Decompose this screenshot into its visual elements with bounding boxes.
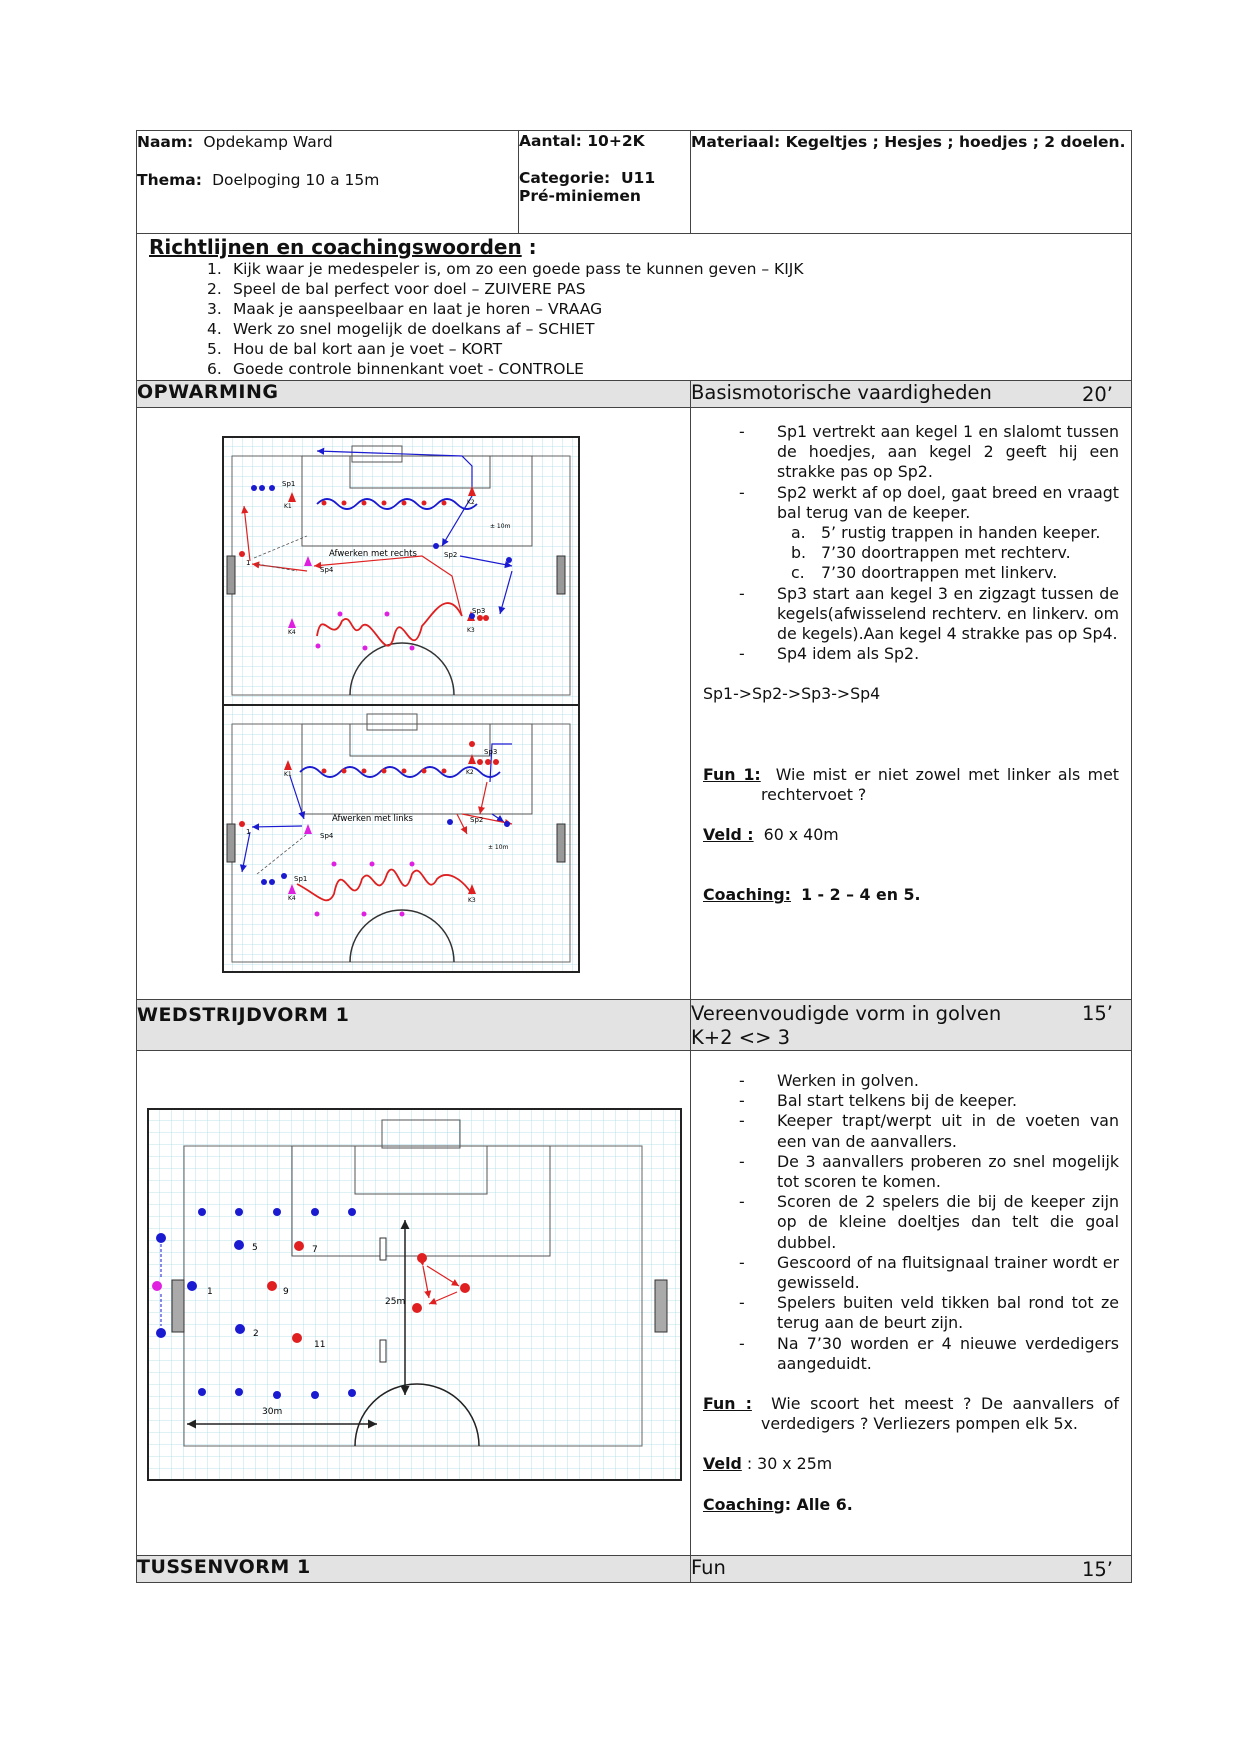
- opwarming-sub-item: a. 5’ rustig trappen in handen keeper.: [791, 523, 1101, 543]
- wedstrijdvorm-subtitle: Vereenvoudigde vorm in golven: [691, 1002, 1002, 1025]
- opwarming-bullet: - Sp4 idem als Sp2.: [739, 644, 920, 664]
- guideline-number: 6.: [207, 360, 222, 378]
- guideline-item: [207, 339, 1119, 359]
- wedstrijdvorm-bullet: - De 3 aanvallers proberen zo snel mogelijk tot scoren te komen.: [739, 1151, 1119, 1192]
- opwarming-bullet: - Sp2 werkt af op doel, gaat breed en vraagt bal terug van de keeper. a. 5’ rustig trappen in handen keeper. b. 7’30 doortrappen met rechterv. c. 7’30 doortrappen met linkerv.: [739, 482, 1119, 583]
- session-sheet: [136, 130, 1132, 1583]
- svg-text:1: 1: [246, 828, 251, 836]
- guideline-text: Hou de bal kort aan je voet – KORT: [233, 340, 503, 358]
- svg-text:Sp2: Sp2: [470, 816, 484, 824]
- wedstrijdvorm-coaching: Coaching: Alle 6.: [703, 1494, 853, 1514]
- thema-label: Thema:: [137, 171, 202, 189]
- opwarming-veld: Veld : 60 x 40m: [703, 825, 839, 845]
- guideline-item: [207, 279, 1119, 299]
- opwarming-bullet: - Sp3 start aan kegel 3 en zigzagt tussen de kegels(afwisselend rechterv. en linkerv. om de kegels).Aan kegel 4 strakke pas op Sp4.: [739, 583, 1119, 644]
- svg-text:Sp3: Sp3: [472, 607, 486, 615]
- svg-text:9: 9: [283, 1287, 289, 1297]
- guideline-item: [207, 319, 1119, 339]
- opwarming-sub-item: c. 7’30 doortrappen met linkerv.: [791, 563, 1058, 583]
- svg-text:5: 5: [252, 1243, 258, 1253]
- wedstrijdvorm-bullet: - Bal start telkens bij de keeper.: [739, 1091, 1018, 1111]
- opwarming-coaching: Coaching: 1 - 2 – 4 en 5.: [703, 885, 921, 905]
- tussenvorm-subtitle: Fun: [691, 1556, 726, 1579]
- wedstrijdvorm-text-cell: [691, 1051, 1132, 1556]
- tussenvorm-title: TUSSENVORM 1: [137, 1556, 691, 1583]
- wedstrijdvorm-veld: Veld : 30 x 25m: [703, 1454, 833, 1474]
- guideline-item: [207, 359, 1119, 379]
- opwarming-text-cell: [691, 408, 1132, 1000]
- svg-text:K4: K4: [288, 895, 296, 902]
- name-theme-cell: [137, 131, 519, 234]
- guideline-item: [207, 299, 1119, 319]
- guidelines-ol: [149, 259, 1119, 379]
- naam-label: Naam:: [137, 133, 194, 151]
- guideline-text: Maak je aanspeelbaar en laat je horen – VRAAG: [233, 300, 603, 318]
- categorie-label: Categorie:: [519, 169, 611, 187]
- svg-text:K3: K3: [468, 897, 476, 904]
- wedstrijdvorm-bullets: [703, 1071, 1119, 1374]
- opwarming-sub-item: b. 7’30 doortrappen met rechterv.: [791, 543, 1071, 563]
- guideline-text: Goede controle binnenkant voet - CONTROLE: [233, 360, 584, 378]
- aantal: Aantal: 10+2K: [519, 132, 645, 150]
- svg-text:K3: K3: [467, 627, 475, 634]
- wedstrijdvorm-fun: Fun : Wie scoort het meest ? De aanvallers of verdedigers ? Verliezers pompen elk 5x.: [703, 1394, 1119, 1434]
- opwarming-sequence: Sp1->Sp2->Sp3->Sp4: [703, 684, 881, 704]
- materiaal: Materiaal: Kegeltjes ; Hesjes ; hoedjes ; 2 doelen.: [691, 133, 1126, 151]
- guidelines-list: [149, 259, 1119, 379]
- svg-text:Sp1: Sp1: [282, 480, 296, 488]
- opwarming-header: [691, 381, 1132, 408]
- svg-text:Sp3: Sp3: [484, 748, 498, 756]
- guideline-text: Werk zo snel mogelijk de doelkans af – SCHIET: [233, 320, 595, 338]
- svg-text:K1: K1: [284, 503, 292, 510]
- wedstrijdvorm-subtitle2: K+2 <> 3: [691, 1026, 791, 1049]
- svg-text:Sp2: Sp2: [444, 551, 458, 559]
- field-bottom: [223, 705, 579, 972]
- thema-value: Doelpoging 10 a 15m: [212, 171, 380, 189]
- opwarming-title: OPWARMING: [137, 381, 691, 408]
- diagram2-label: Afwerken met links: [332, 814, 413, 824]
- diagram-width-label: 30m: [262, 1407, 283, 1417]
- svg-text:K2: K2: [467, 499, 475, 506]
- svg-text:1: 1: [207, 1287, 213, 1297]
- guideline-number: 3.: [207, 300, 222, 318]
- guideline-number: 4.: [207, 320, 222, 338]
- opwarming-time: 20’: [1081, 383, 1113, 406]
- diagram1-distance: ± 10m: [490, 523, 511, 530]
- match-drill-diagram: [147, 1108, 682, 1481]
- svg-text:7: 7: [312, 1245, 318, 1255]
- tussenvorm-time: 15’: [1081, 1558, 1113, 1581]
- guideline-text: Kijk waar je medespeler is, om zo een goede pass te kunnen geven – KIJK: [233, 260, 804, 278]
- svg-text:1: 1: [246, 559, 251, 567]
- wedstrijdvorm-diagram-cell: [137, 1051, 691, 1556]
- field-top: [223, 437, 579, 705]
- wedstrijdvorm-bullet: - Scoren de 2 spelers die bij de keeper zijn op de kleine doeltjes dan telt die goal dubbel.: [739, 1192, 1119, 1252]
- wedstrijdvorm-bullet: - Na 7’30 worden er 4 nieuwe verdedigers aangeduidt.: [739, 1333, 1119, 1373]
- opwarming-fun: Fun 1: Wie mist er niet zowel met linker als met rechtervoet ?: [703, 764, 1119, 804]
- svg-text:11: 11: [314, 1340, 326, 1350]
- wedstrijdvorm-bullet: - Gescoord of na fluitsignaal trainer wordt er gewisseld.: [739, 1252, 1119, 1293]
- wedstrijdvorm-header: [691, 1000, 1132, 1051]
- svg-text:2: 2: [253, 1329, 259, 1339]
- diagram1-label: Afwerken met rechts: [329, 549, 417, 559]
- material-cell: [691, 131, 1132, 234]
- wedstrijdvorm-bullet: - Werken in golven.: [739, 1071, 919, 1090]
- naam-value: Opdekamp Ward: [203, 133, 333, 151]
- svg-text:K2: K2: [466, 769, 474, 776]
- count-category-cell: [519, 131, 691, 234]
- svg-text:Sp4: Sp4: [320, 566, 334, 574]
- opwarming-subtitle: Basismotorische vaardigheden: [691, 381, 992, 404]
- warmup-drill-diagram: [222, 436, 580, 973]
- wedstrijdvorm-time: 15’: [1081, 1002, 1113, 1025]
- guideline-number: 5.: [207, 340, 222, 358]
- categorie-value: U11: [620, 169, 656, 187]
- wedstrijdvorm-title: WEDSTRIJDVORM 1: [137, 1000, 691, 1051]
- guidelines-title: Richtlijnen en coachingswoorden: [149, 235, 522, 259]
- opwarming-bullet: - Sp1 vertrekt aan kegel 1 en slalomt tussen de hoedjes, aan kegel 2 geeft hij een strakke pas op Sp2.: [739, 422, 1119, 482]
- svg-text:Sp4: Sp4: [320, 832, 334, 840]
- guideline-number: 1.: [207, 260, 222, 278]
- svg-text:K4: K4: [288, 629, 296, 636]
- wedstrijdvorm-bullet: - Spelers buiten veld tikken bal rond tot ze terug aan de beurt zijn.: [739, 1293, 1119, 1333]
- guideline-item: [207, 259, 1119, 279]
- opwarming-bullets: [703, 422, 1119, 664]
- opwarming-sub-list: [777, 523, 1119, 584]
- svg-text:K1: K1: [284, 771, 292, 778]
- guideline-number: 2.: [207, 280, 222, 298]
- guidelines-cell: Richtlijnen en coachingswoorden : 1. Kijk waar je medespeler is, om zo een goede pass te kunnen geven – KIJK 2. Speel de bal perfect voor doel – ZUIVERE PAS 3. Maak je aanspeelbaar en laat je horen – VRAAG 4. Werk zo snel mogelijk de doelkans af – SCHIET 5. Hou de bal kort aan je voet – KORT 6. Goede controle binnenkant voet - CONTROLE: [137, 234, 1132, 381]
- guideline-text: Speel de bal perfect voor doel – ZUIVERE PAS: [233, 280, 586, 298]
- svg-text:Sp1: Sp1: [294, 875, 308, 883]
- diagram2-distance: ± 10m: [488, 844, 509, 851]
- wedstrijdvorm-bullet: - Keeper trapt/werpt uit in de voeten van een van de aanvallers.: [739, 1111, 1119, 1151]
- categorie-sub: Pré-miniemen: [519, 187, 641, 205]
- tussenvorm-header: [691, 1556, 1132, 1583]
- diagram-length-label: 25m: [385, 1297, 406, 1307]
- opwarming-diagram-cell: [137, 408, 691, 1000]
